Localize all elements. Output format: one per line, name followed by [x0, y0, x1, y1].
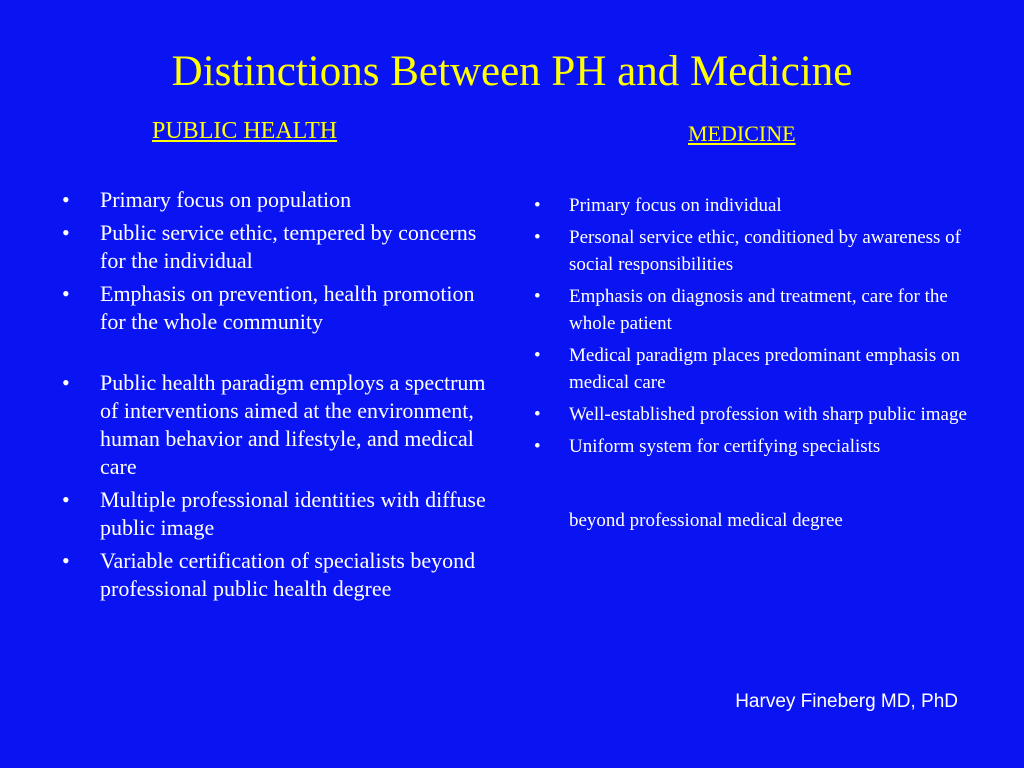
list-item-text: Public health paradigm employs a spectrum of interventions aimed at the environment, human behavior and lifestyle, and medical care: [100, 370, 486, 479]
bullet-icon: •: [62, 281, 70, 306]
list-item-text: Emphasis on diagnosis and treatment, care for the whole patient: [569, 286, 948, 334]
list-item: [534, 224, 979, 278]
list-item: [534, 433, 979, 460]
list-item: [62, 486, 490, 542]
bullet-icon: •: [62, 187, 70, 212]
list-item-text: Emphasis on prevention, health promotion for the whole community: [100, 281, 475, 334]
list-item: [534, 192, 979, 219]
bullet-icon: •: [534, 404, 541, 425]
list-item: [534, 401, 979, 428]
public-health-heading: PUBLIC HEALTH: [152, 118, 338, 144]
medicine-continuation-text: beyond professional medical degree: [569, 510, 843, 531]
list-item-text: Personal service ethic, conditioned by awareness of social responsibilities: [569, 227, 962, 275]
bullet-icon: •: [62, 548, 70, 573]
bullet-icon: •: [534, 436, 541, 457]
list-item-text: Primary focus on individual: [569, 195, 782, 216]
list-item-text: Multiple professional identities with diffuse public image: [100, 487, 486, 540]
bullet-icon: •: [534, 195, 541, 216]
bullet-icon: •: [62, 487, 70, 512]
list-item: [62, 547, 490, 603]
medicine-heading: MEDICINE: [688, 121, 796, 146]
public-health-list: [62, 186, 490, 608]
list-item: [62, 280, 490, 336]
list-item-text: Medical paradigm places predominant emphasis on medical care: [569, 345, 960, 393]
list-item: [534, 283, 979, 337]
list-item-text: Public service ethic, tempered by concerns for the individual: [100, 220, 477, 273]
author-attribution: Harvey Fineberg MD, PhD: [735, 691, 958, 712]
list-item-text: Well-established profession with sharp public image: [569, 404, 967, 425]
bullet-icon: •: [534, 227, 541, 248]
list-item: [62, 219, 490, 275]
list-item: [62, 186, 490, 214]
list-item-text: Uniform system for certifying specialists: [569, 436, 881, 457]
bullet-icon: •: [62, 220, 70, 245]
bullet-icon: •: [534, 286, 541, 307]
slide-title: Distinctions Between PH and Medicine: [171, 48, 853, 95]
list-item-text: Variable certification of specialists beyond professional public health degree: [100, 548, 476, 601]
bullet-icon: •: [534, 345, 541, 366]
list-item-text: Primary focus on population: [100, 187, 352, 212]
list-item: [62, 369, 490, 481]
list-item: [534, 342, 979, 396]
medicine-list: [534, 192, 979, 465]
bullet-icon: •: [62, 370, 70, 395]
